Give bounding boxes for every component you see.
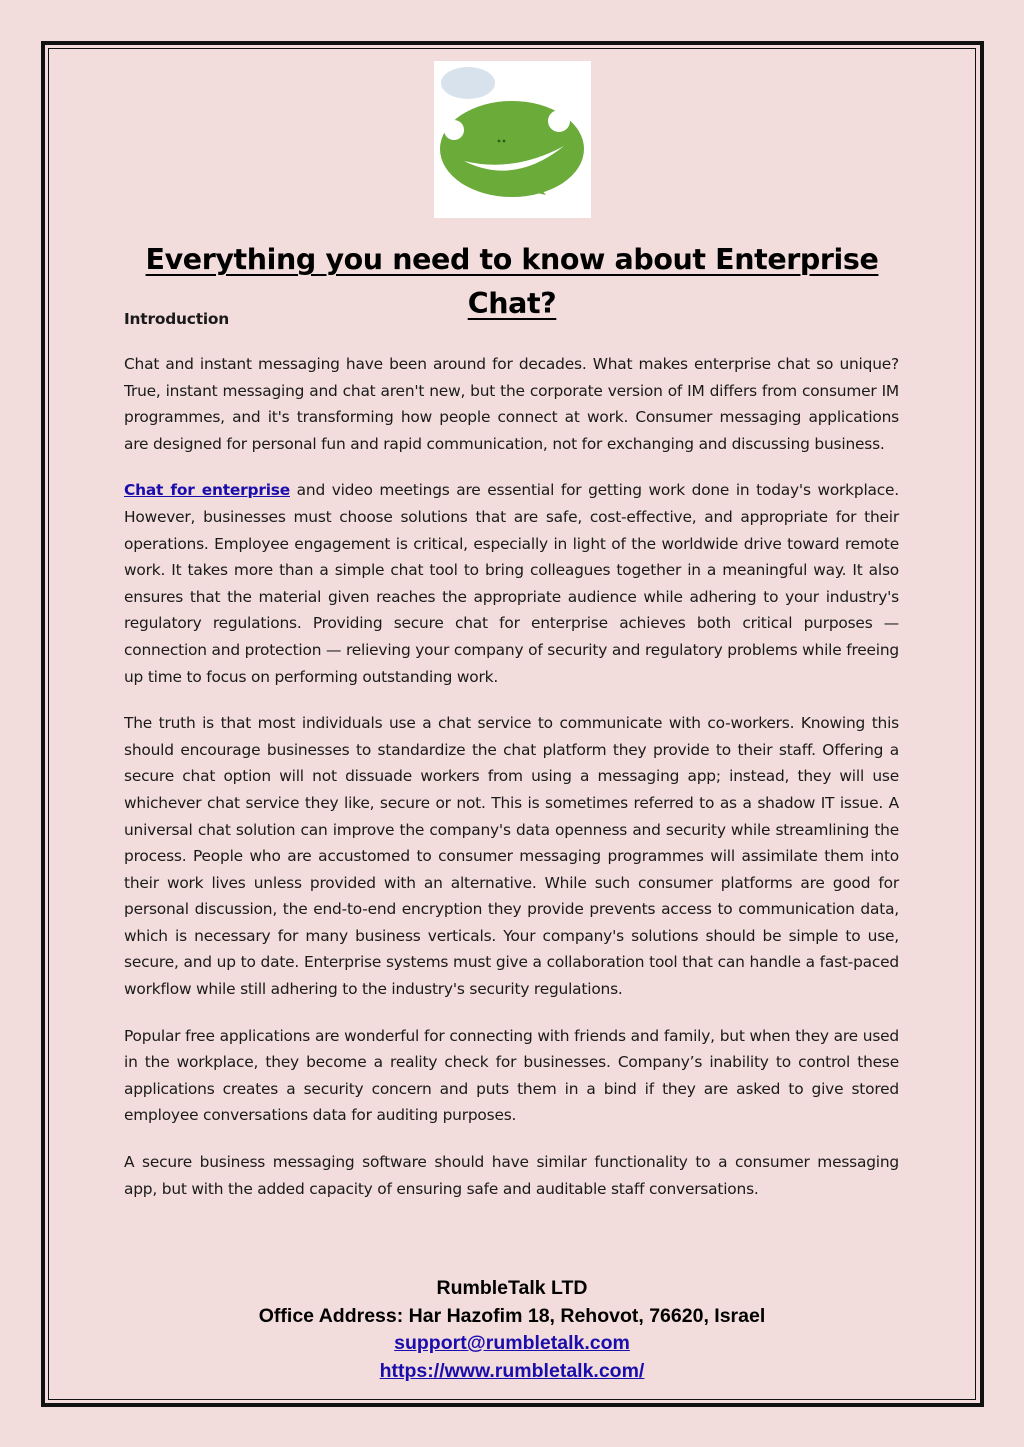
paragraph-2 [124, 477, 899, 690]
website-link[interactable]: https://www.rumbletalk.com/ [379, 1359, 645, 1382]
paragraph-5: A secure business messaging software should have similar functionality to a consumer messaging app, but with the added capacity of ensuring safe and auditable staff conversations. [124, 1153, 899, 1198]
small-speech-bubble [441, 67, 495, 99]
smiling-chat-bubble-icon [434, 61, 591, 218]
paragraph-4: Popular free applications are wonderful for connecting with friends and family, but when they are used in the workplace, they become a reality check for businesses. Company’s inability to control these applications creates a security concern and puts them in a bind if they are asked to give stored employee conversations data for auditing purposes. [124, 1026, 899, 1125]
paragraph-1: Chat and instant messaging have been around for decades. What makes enterprise chat so unique? True, instant messaging and chat aren't new, but the corporate version of IM differs from consumer IM programmes, and it's transforming how people connect at work. Consumer messaging applications are designed for personal fun and rapid communication, not for exchanging and discussing business. [124, 355, 899, 453]
paragraph-2-text: and video meetings are essential for getting work done in today's workplace. However, businesses must choose solutions that are safe, cost-effective, and appropriate for their operations. Employee engagement is critical, especially in light of the worldwide drive toward remote work. It takes more than a simple chat tool to bring colleagues together in a meaningful way. It also ensures that the material given reaches the appropriate audience while adhering to your industry's regulatory regulations. Providing secure chat for enterprise achieves both critical purposes — connection and protection — relieving your company of security and regulatory problems while freeing up time to focus on performing outstanding work. [124, 481, 899, 686]
page-title: Everything you need to know about Enterprise Chat? [145, 243, 879, 320]
right-eye [548, 110, 570, 132]
company-name: RumbleTalk LTD [436, 1277, 588, 1299]
contact-footer [100, 1275, 924, 1385]
chat-for-enterprise-link[interactable]: Chat for enterprise [124, 481, 290, 500]
support-email-link[interactable]: support@rumbletalk.com [394, 1332, 630, 1354]
nostril-right [503, 140, 506, 143]
article-body [124, 304, 899, 1222]
nostril-left [498, 140, 501, 143]
paragraph-3: The truth is that most individuals use a chat service to communicate with co-workers. Knowing this should encourage businesses to standardize the chat platform they provide to their staff. Offering a secure chat option will not dissuade workers from using a messaging app; instead, they will use whichever chat service they like, secure or not. This is sometimes referred to as a shadow IT issue. A universal chat solution can improve the company's data openness and security while streamlining the process. People who are accustomed to consumer messaging programmes will assimilate them into their work lives unless provided with an alternative. While such consumer platforms are good for personal discussion, the end-to-end encryption they provide prevents access to communication data, which is necessary for many business verticals. Your company's solutions should be simple to use, secure, and up to date. Enterprise systems must give a collaboration tool that can handle a fast-paced workflow while still adhering to the industry's security regulations. [124, 714, 899, 999]
rumbletalk-logo [434, 61, 591, 218]
section-heading: Introduction [124, 310, 230, 328]
office-address: Office Address: Har Hazofim 18, Rehovot, 76620, Israel [258, 1304, 766, 1327]
left-eye [444, 120, 464, 140]
